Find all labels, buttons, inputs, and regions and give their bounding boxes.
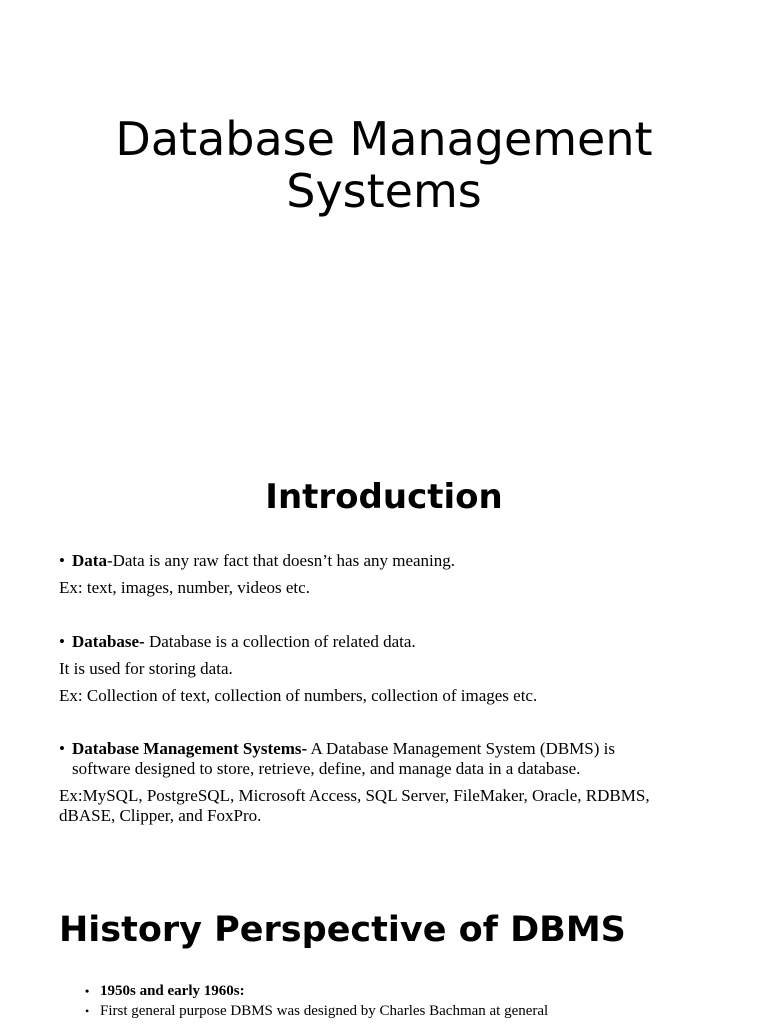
main-title-line-2: Systems — [286, 164, 482, 218]
dbms-definition-block — [59, 739, 719, 826]
database-example: Ex: Collection of text, collection of numbers, collection of images etc. — [59, 686, 538, 705]
bullet-icon: • — [85, 1004, 90, 1018]
bullet-icon: • — [59, 632, 65, 651]
dbms-definition-line-2: software designed to store, retrieve, define, and manage data in a database. — [72, 759, 581, 778]
database-note: It is used for storing data. — [59, 659, 233, 678]
history-title: History Perspective of DBMS — [59, 910, 626, 950]
main-title-line-1: Database Management — [115, 112, 653, 166]
bullet-icon: • — [59, 739, 65, 758]
data-definition-block — [59, 551, 719, 598]
history-text: First general purpose DBMS was designed by Charles Bachman at general — [100, 1003, 549, 1019]
dbms-examples-line-1: Ex:MySQL, PostgreSQL, Microsoft Access, SQL Server, FileMaker, Oracle, RDBMS, — [59, 786, 650, 805]
data-example: Ex: text, images, number, videos etc. — [59, 578, 310, 597]
dbms-examples-line-2: dBASE, Clipper, and FoxPro. — [59, 806, 262, 825]
database-definition-block — [59, 632, 719, 706]
database-definition: Database is a collection of related data. — [144, 632, 416, 651]
dbms-term: Database Management Systems- — [72, 739, 308, 758]
bullet-icon: • — [85, 984, 90, 998]
database-bullet — [59, 632, 719, 652]
data-bullet — [59, 551, 719, 571]
bullet-icon: • — [59, 551, 65, 570]
history-item — [85, 1001, 645, 1021]
data-term: Data — [72, 551, 107, 570]
history-list — [85, 981, 645, 1021]
data-definition: -Data is any raw fact that doesn’t has any meaning. — [106, 551, 456, 570]
dbms-definition-line-1: A Database Management System (DBMS) is — [307, 739, 615, 758]
history-period: 1950s and early 1960s: — [100, 983, 245, 999]
dbms-bullet — [59, 739, 719, 779]
history-item — [85, 981, 645, 1001]
database-term: Database- — [72, 632, 145, 651]
introduction-title: Introduction — [265, 477, 503, 517]
